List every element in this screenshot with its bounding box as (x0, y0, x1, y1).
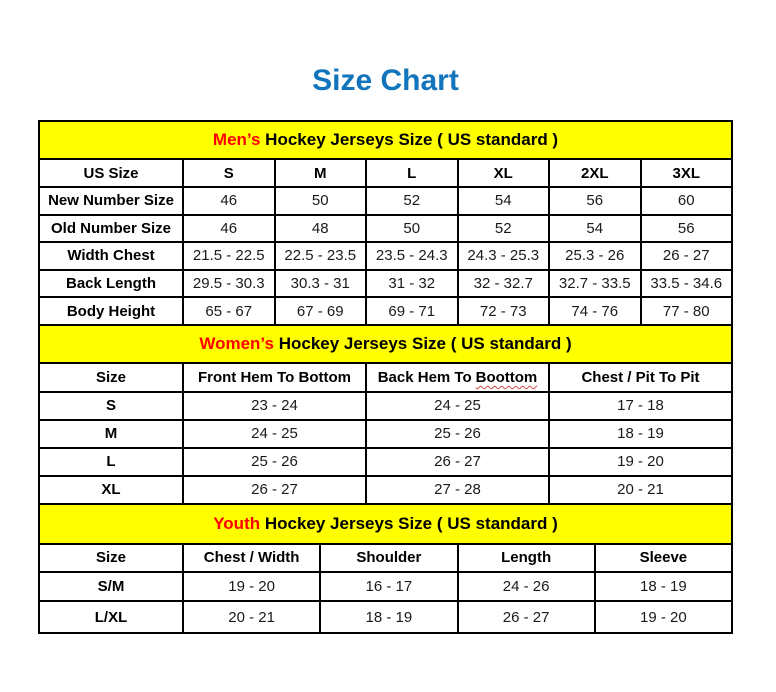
table-row (40, 393, 731, 421)
column-header: US Size (40, 160, 184, 188)
value-cell: 60 (642, 188, 732, 216)
column-header: Front Hem To Bottom (184, 364, 367, 393)
value-cell: 54 (459, 188, 551, 216)
value-cell: 24.3 - 25.3 (459, 243, 551, 271)
column-header: 3XL (642, 160, 732, 188)
value-cell: 77 - 80 (642, 298, 732, 326)
youth-header-row (40, 545, 731, 573)
value-cell: 22.5 - 23.5 (276, 243, 368, 271)
womens-band-text: Hockey Jerseys Size ( US standard ) (273, 333, 572, 353)
table-row (40, 188, 731, 216)
table-row (40, 602, 731, 632)
table-row (40, 298, 731, 326)
value-cell: 25 - 26 (184, 449, 367, 477)
value-cell: 20 - 21 (184, 602, 321, 632)
column-header: S (184, 160, 276, 188)
table-row (40, 243, 731, 271)
column-header: Chest / Width (184, 545, 321, 573)
mens-band-highlight: Men’s (212, 130, 261, 149)
row-label: Body Height (40, 298, 184, 326)
row-label: Old Number Size (40, 216, 184, 244)
youth-section-band (40, 505, 731, 545)
value-cell: 18 - 19 (550, 421, 731, 449)
value-cell: 27 - 28 (367, 477, 550, 505)
value-cell: 31 - 32 (367, 271, 459, 299)
value-cell: 16 - 17 (321, 573, 458, 603)
page-title: Size Chart (312, 64, 459, 97)
value-cell: 56 (550, 188, 642, 216)
row-label: S/M (40, 573, 184, 603)
row-label: S (40, 393, 184, 421)
value-cell: 23 - 24 (184, 393, 367, 421)
column-header: Shoulder (321, 545, 458, 573)
value-cell: 26 - 27 (459, 602, 596, 632)
value-cell: 48 (276, 216, 368, 244)
value-cell: 17 - 18 (550, 393, 731, 421)
row-label: L/XL (40, 602, 184, 632)
womens-header-row (40, 364, 731, 393)
value-cell: 18 - 19 (596, 573, 731, 603)
value-cell: 72 - 73 (459, 298, 551, 326)
column-header: M (276, 160, 368, 188)
value-cell: 52 (367, 188, 459, 216)
womens-section-band (40, 326, 731, 364)
value-cell: 20 - 21 (550, 477, 731, 505)
row-label: M (40, 421, 184, 449)
value-cell: 24 - 26 (459, 573, 596, 603)
value-cell: 32 - 32.7 (459, 271, 551, 299)
column-header-text: Back Hem To (377, 368, 472, 386)
youth-band-highlight: Youth (213, 513, 261, 533)
row-label: New Number Size (40, 188, 184, 216)
value-cell: 26 - 27 (184, 477, 367, 505)
row-label: L (40, 449, 184, 477)
table-row (40, 216, 731, 244)
size-chart-table (38, 120, 733, 634)
value-cell: 25.3 - 26 (550, 243, 642, 271)
value-cell: 65 - 67 (184, 298, 276, 326)
value-cell: 50 (276, 188, 368, 216)
value-cell: 54 (550, 216, 642, 244)
table-row (40, 271, 731, 299)
value-cell: 25 - 26 (367, 421, 550, 449)
value-cell: 19 - 20 (640, 608, 687, 626)
row-label: XL (40, 477, 184, 505)
value-cell: 26 - 27 (367, 449, 550, 477)
value-cell: 19 - 20 (550, 449, 731, 477)
value-cell: 23.5 - 24.3 (367, 243, 459, 271)
value-cell: 67 - 69 (276, 298, 368, 326)
value-cell: 52 (459, 216, 551, 244)
value-cell: 26 - 27 (642, 243, 732, 271)
column-header: XL (459, 160, 551, 188)
column-header (367, 364, 550, 393)
table-row (40, 477, 731, 505)
value-cell: 29.5 - 30.3 (184, 271, 276, 299)
mens-band-text: Hockey Jerseys Size ( US standard ) (260, 130, 559, 149)
value-cell: 56 (642, 216, 732, 244)
value-cell: 24 - 25 (184, 421, 367, 449)
value-cell: 19 - 20 (184, 573, 321, 603)
value-cell: 46 (184, 216, 276, 244)
table-row (40, 421, 731, 449)
column-header: L (367, 160, 459, 188)
youth-band-text: Hockey Jerseys Size ( US standard ) (260, 513, 558, 533)
column-header: Size (40, 364, 184, 393)
table-row (40, 449, 731, 477)
row-label: Width Chest (40, 243, 184, 271)
value-cell: 32.7 - 33.5 (550, 271, 642, 299)
value-cell: 30.3 - 31 (276, 271, 368, 299)
value-cell: 33.5 - 34.6 (642, 271, 732, 299)
column-header: Chest / Pit To Pit (550, 364, 731, 393)
value-cell: 24 - 25 (367, 393, 550, 421)
column-header: Sleeve (596, 545, 731, 573)
mens-header-row (40, 160, 731, 188)
womens-band-highlight: Women’s (199, 333, 274, 353)
column-header: 2XL (550, 160, 642, 188)
misspelled-word: Boottom (475, 368, 538, 386)
value-cell: 50 (367, 216, 459, 244)
value-cell: 74 - 76 (550, 298, 642, 326)
row-label: Back Length (40, 271, 184, 299)
value-cell: 69 - 71 (367, 298, 459, 326)
column-header: Length (459, 545, 596, 573)
table-row (40, 573, 731, 603)
value-cell: 18 - 19 (321, 602, 458, 632)
value-cell: 46 (184, 188, 276, 216)
mens-section-band (40, 122, 731, 160)
value-cell: 21.5 - 22.5 (184, 243, 276, 271)
column-header: Size (40, 545, 184, 573)
